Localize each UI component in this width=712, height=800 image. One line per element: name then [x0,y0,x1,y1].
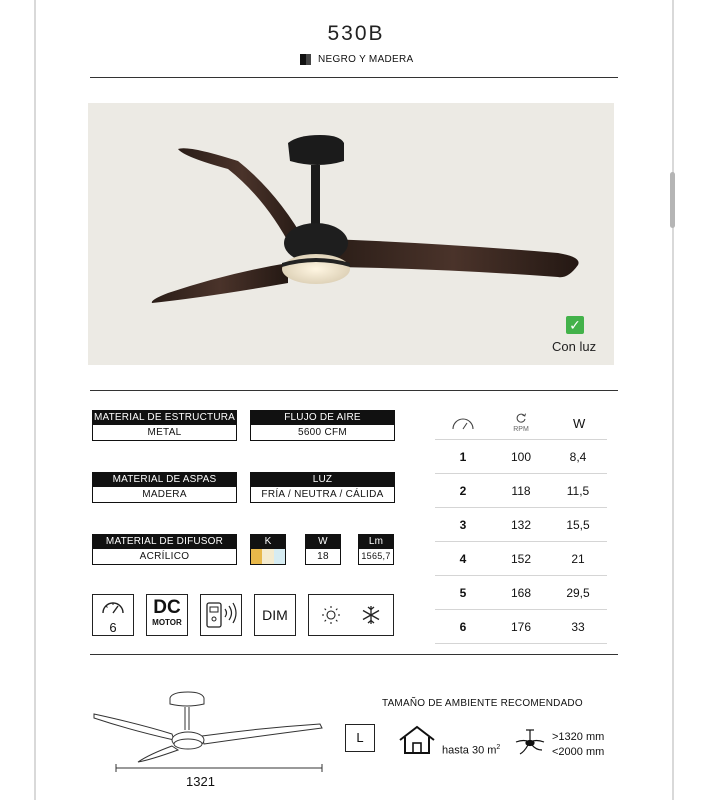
spec-blades [92,472,237,503]
spec-structure-label: MATERIAL DE ESTRUCTURA [93,412,236,423]
spec-watts-value: 18 [317,551,329,562]
spec-lumens-label: Lm [359,535,393,549]
speed-watts: 21 [571,552,585,566]
spec-light-label: LUZ [251,473,394,487]
kelvin-swatch-neutral [262,549,273,564]
speed-watts: 15,5 [566,518,590,532]
ceiling-heights [552,730,604,760]
kelvin-swatch-cold [274,549,285,564]
speed-watts: 8,4 [569,450,587,464]
with-light-label: Con luz [552,339,597,354]
sun-icon [322,606,340,624]
rotation-icon [515,412,527,424]
room-area-value: hasta 30 m [442,744,497,757]
spec-lumens [358,534,394,565]
remote-feature [200,594,242,636]
speed-table-row [435,542,607,576]
snowflake-icon [363,606,379,624]
room-size-badge: L [345,724,375,752]
fan-canopy [288,135,344,165]
spec-structure-value: METAL [147,427,182,438]
speed-watts: 29,5 [566,586,590,600]
speed-rpm: 168 [510,586,532,600]
model-title: 530B [327,22,385,45]
speed-level: 1 [459,450,467,464]
spec-airflow-label: FLUJO DE AIRE [251,411,394,425]
ceiling-height-icon [512,728,548,758]
speeds-count: 6 [109,620,117,635]
finish-swatch [300,54,311,65]
speeds-feature [92,594,134,636]
kelvin-swatch-warm [251,549,262,564]
specs-divider-bottom [90,654,618,655]
spec-blades-value: MADERA [142,489,187,500]
fan-width: 1321 [186,774,215,789]
speed-rpm: 100 [510,450,532,464]
speed-level: 5 [459,586,467,600]
room-area [442,744,500,757]
spec-watts [305,534,341,565]
scrollbar-thumb[interactable] [670,172,675,228]
spec-blades-label: MATERIAL DE ASPAS [93,473,236,487]
dim-feature [254,594,296,636]
dc-motor-feature [146,594,188,636]
house-icon [397,724,437,756]
season-feature [308,594,394,636]
frame-right-border [672,0,674,800]
speed-rpm: 176 [510,620,532,634]
speed-level: 3 [459,518,467,532]
rpm-header: RPM [513,426,529,433]
frame-left-border [34,0,36,800]
spec-watts-label: W [306,535,340,549]
finish-text: NEGRO Y MADERA [318,54,414,65]
speed-watts: 33 [571,620,585,634]
height-min: >1320 mm [552,731,605,743]
speed-table-row [435,440,607,474]
specs-divider-top [90,390,618,391]
speed-rpm: 132 [510,518,532,532]
spec-airflow-value: 5600 CFM [297,427,348,438]
remote-control-icon [201,595,241,635]
speed-table-row [435,508,607,542]
speed-table-header [435,410,607,440]
season-icons [309,595,393,635]
speed-table-row [435,610,607,644]
check-icon: ✓ [566,316,584,334]
spec-light-value: FRÍA / NEUTRA / CÁLIDA [261,489,384,500]
fan-downrod [311,165,320,225]
speed-level: 6 [459,620,467,634]
finish-label [300,54,414,65]
speed-rpm: 152 [510,552,532,566]
spec-diffuser-value: ACRÍLICO [139,551,190,562]
speed-rpm: 118 [511,484,531,498]
kelvin-swatches [251,549,285,564]
speedometer-icon [451,416,475,430]
header-divider [90,77,618,78]
spec-diffuser-label: MATERIAL DE DIFUSOR [93,535,236,549]
speedometer-icon [100,599,126,615]
fan-dimension-drawing [90,688,340,780]
spec-kelvin [250,534,286,565]
speed-level: 2 [459,484,467,498]
fan-blade-upper [178,148,306,249]
fan-blade-lower [152,263,288,303]
spec-lumens-value: 1565,7 [361,551,391,561]
fan-blade-right [328,239,579,277]
spec-kelvin-label: K [251,535,285,549]
dc-title: DC [153,597,181,618]
spec-structure [92,410,237,441]
w-header: W [573,416,586,431]
height-max: <2000 mm [552,746,605,758]
dim-label: DIM [262,607,288,623]
room-size-title: TAMAÑO DE AMBIENTE RECOMENDADO [382,698,583,709]
spec-airflow [250,410,395,441]
product-photo [88,103,614,365]
room-area-unit-sup: 2 [496,744,501,751]
dc-subtitle: MOTOR [152,618,182,627]
ceiling-fan-illustration [88,103,614,365]
spec-light [250,472,395,503]
speed-table-row [435,576,607,610]
speed-watts: 11,5 [566,484,590,498]
speed-table-row [435,474,607,508]
speed-level: 4 [459,552,467,566]
spec-diffuser [92,534,237,565]
